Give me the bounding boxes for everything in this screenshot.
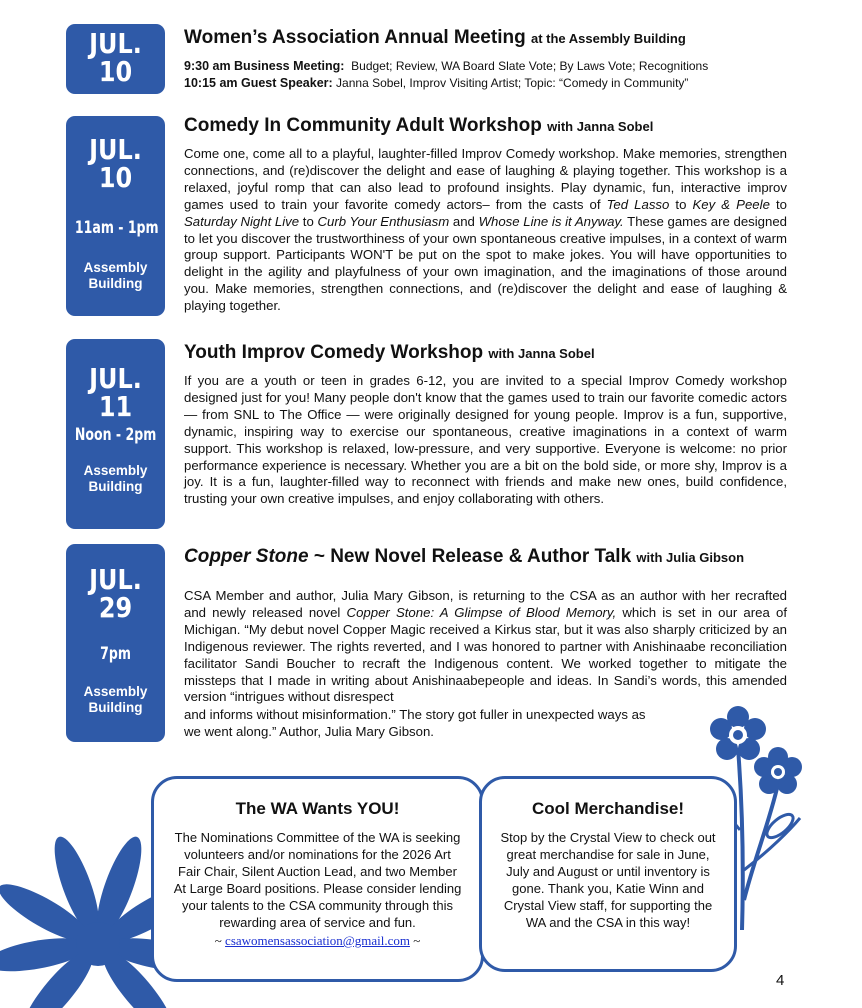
wa-box-body: The Nominations Committee of the WA is seeking volunteers and/or nominations for the 2026 Art Fair Chair, Silent Auction Lead, and two Member At Large Board positions. Please consider lending your talents to the CSA community through this rewarding area of service and fun. <box>173 830 462 930</box>
event-3-description: If you are a youth or teen in grades 6-12, you are invited to a special Improv Comedy workshop designed just for you! Many people don't know that the games used to train our favorite comedic actors — from SNL to The Office — were originally designed for young people. Improv is a fun, supportive, dynamic, inspiring way to exercise our spontaneous, creative imaginations in a context of warm support. This workshop is relaxed, low-pressure, and very supportive. Everyone is welcome: no prior performance experience is necessary. Whether you are a bit on the bold side, or more shy, Improv is a joy. It is a fun, laughter-filled way to reconnect with friends and make new ones, build confidence, trusting your own creative impulses, and enjoy collaborating with others. <box>184 373 787 507</box>
badge-time: Noon - 2pm <box>74 425 157 445</box>
event-2-title: Comedy In Community Adult Workshop with Janna Sobel <box>184 115 654 136</box>
date-badge-event-2 <box>66 116 165 316</box>
cool-merchandise-box <box>479 776 737 972</box>
badge-day: 10 <box>98 161 133 194</box>
event-2-description: Come one, come all to a playful, laughter-filled Improv Comedy workshop. Make memories, strengthen connections, and (re)discover the delight and ease of laughing & playing together. This workshop is a relaxed, joyful romp that can also lead to profound insights. Play dynamic, fun, interactive improv games used to train your favorite comedy actors– from the casts of Ted Lasso to Key & Peele to Saturday Night Live to Curb Your Enthusiasm and Whose Line is it Anyway. These games are designed to let you discover the trustworthiness of your own spontaneous creative impulses, in a context of warm group support. Participants WON'T be put on the spot to make jokes. You will have opportunities to delight in the agility and playfulness of your own imagination, and the imaginations of those around you. Make memories, strengthen connections, and (re)discover the delight and ease of laughing & playing together. <box>184 146 788 314</box>
event-4-description-tail: and informs without misinformation.” The story got fuller in unexpected ways as we went along.” Author, Julia Mary Gibson. <box>184 707 646 739</box>
page-number: 4 <box>776 972 785 989</box>
wa-box-title: The WA Wants YOU! <box>235 799 400 818</box>
badge-day: 11 <box>98 390 133 423</box>
badge-month: JUL. <box>89 133 142 166</box>
event-2-host: with Janna Sobel <box>547 119 654 134</box>
event-1-title: Women’s Association Annual Meeting at the Assembly Building <box>184 27 686 48</box>
badge-venue: Assembly Building <box>83 684 148 715</box>
merch-box-title: Cool Merchandise! <box>531 799 685 818</box>
badge-venue: Assembly Building <box>83 260 148 291</box>
email-link[interactable]: csawomensassociation@gmail.com <box>225 933 410 948</box>
schedule-row: 9:30 am Business Meeting: Budget; Review, WA Board Slate Vote; By Laws Vote; Recognitions <box>184 59 709 73</box>
event-3-host: with Janna Sobel <box>488 346 595 361</box>
event-4-description: CSA Member and author, Julia Mary Gibson, is returning to the CSA as an author with her recrafted and newly released novel Copper Stone: A Glimpse of Blood Memory, which is set in our area of Michigan. “My debut novel Copper Magic received a Kirkus star, but it was also sharply criticized by an Indigenous reviewer. The rights reverted, and I was honored to partner with Anishinaabe reconciliation facilitator Sandi Boucher to recraft the Indigenous content. We worked together to mitigate the missteps that I made in writing about Anishinaabepeople and ideas. In Sandi’s words, this amended version “intrigues without disrespect <box>184 588 787 705</box>
event-1-schedule <box>184 58 708 92</box>
event-3-title: Youth Improv Comedy Workshop with Janna Sobel <box>184 342 595 363</box>
badge-time: 11am - 1pm <box>74 218 159 238</box>
event-4-host: with Julia Gibson <box>636 550 745 565</box>
badge-day: 10 <box>98 55 133 88</box>
date-badge-event-4 <box>66 544 165 742</box>
badge-time: 7pm <box>100 644 131 664</box>
event-4-title: Copper Stone ~ New Novel Release & Author Talk with Julia Gibson <box>184 546 745 567</box>
merch-box-body: Stop by the Crystal View to check out great merchandise for sale in June, July and August or until inventory is gone. Thank you, Katie Winn and Crystal View staff, for supporting the WA and the CSA in this way! <box>500 830 716 930</box>
badge-month: JUL. <box>89 563 142 596</box>
badge-day: 29 <box>98 591 133 624</box>
date-badge-event-1 <box>66 24 165 94</box>
schedule-row: 10:15 am Guest Speaker: Janna Sobel, Improv Visiting Artist; Topic: “Comedy in Community” <box>184 76 689 90</box>
wa-wants-you-box <box>151 776 484 982</box>
badge-month: JUL. <box>89 27 142 60</box>
event-1-location: at the Assembly Building <box>530 31 686 46</box>
badge-month: JUL. <box>89 362 142 395</box>
wa-email: ~ csawomensassociation@gmail.com ~ <box>214 933 421 948</box>
date-badge-event-3 <box>66 339 165 529</box>
badge-venue: Assembly Building <box>83 463 148 494</box>
